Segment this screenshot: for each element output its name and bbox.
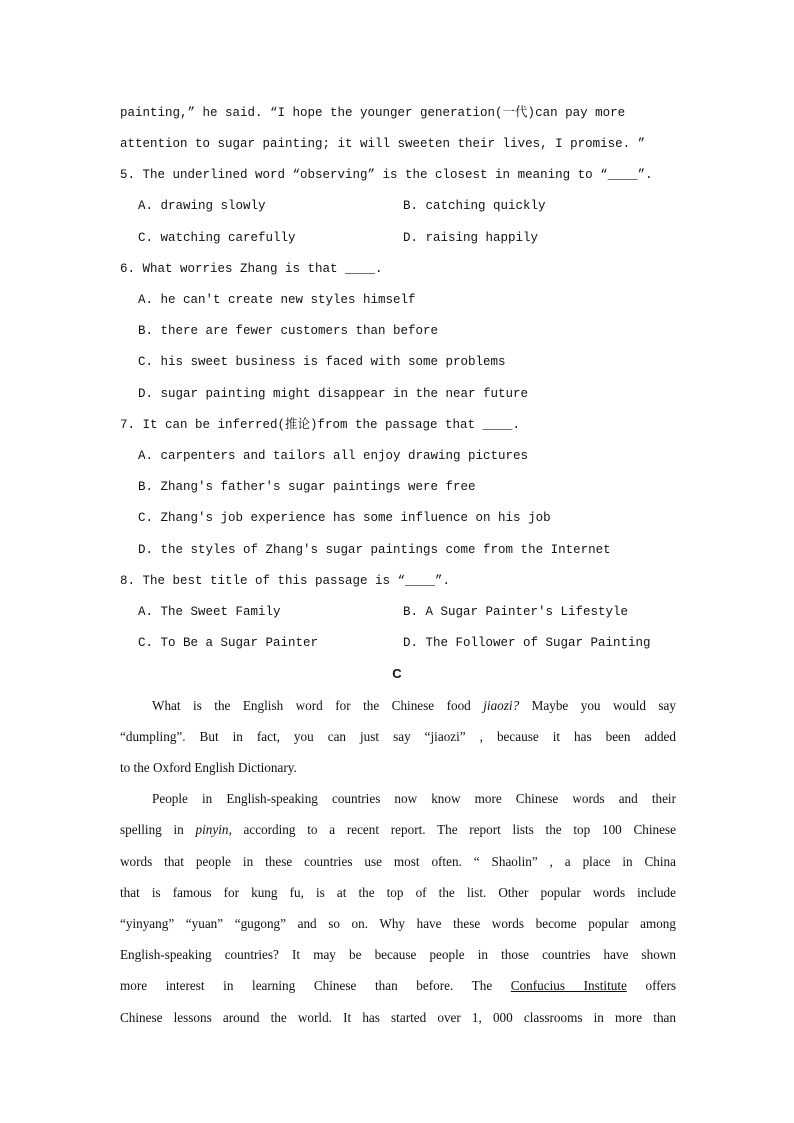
question-8-stem: 8. The best title of this passage is “____”.: [120, 574, 451, 588]
passage-b-line-1: painting,” he said. “I hope the younger generation(一代)can pay more: [120, 106, 626, 120]
passage-b-line-2: attention to sugar painting; it will sweeten their lives, I promise. ”: [120, 137, 646, 151]
question-7-option-d: D. the styles of Zhang's sugar paintings come from the Internet: [138, 543, 611, 557]
passage-c-p1-line-1: What is the English word for the Chinese food jiaozi? Maybe you would say: [152, 698, 677, 713]
question-5-stem: 5. The underlined word “observing” is the closest in meaning to “____”.: [120, 168, 653, 182]
question-8-option-d: D. The Follower of Sugar Painting: [403, 636, 651, 650]
question-6-stem: 6. What worries Zhang is that ____.: [120, 262, 383, 276]
question-8-option-a: A. The Sweet Family: [138, 605, 281, 619]
question-5-option-b: B. catching quickly: [403, 199, 546, 213]
passage-c-p2-line-5: “yinyang” “yuan” “gugong” and so on. Why have these words become popular among: [120, 916, 676, 931]
question-6-option-a: A. he can't create new styles himself: [138, 293, 416, 307]
question-6-option-c: C. his sweet business is faced with some problems: [138, 355, 506, 369]
confucius-institute-underlined: Confucius Institute: [510, 978, 627, 993]
passage-c-p2-line-6: English-speaking countries? It may be because people in those countries have shown: [120, 947, 676, 962]
passage-c-p2-line-7: more interest in learning Chinese than before. The Confucius Institute offers: [120, 978, 676, 993]
question-5-option-d: D. raising happily: [403, 231, 539, 245]
question-8-option-c: C. To Be a Sugar Painter: [138, 636, 319, 650]
passage-c-p2-line-2: spelling in pinyin, according to a recent report. The report lists the top 100 Chinese: [120, 822, 676, 837]
question-6-option-d: D. sugar painting might disappear in the near future: [138, 387, 529, 401]
question-7-option-c: C. Zhang's job experience has some influence on his job: [138, 511, 551, 525]
passage-c-p2-line-4: that is famous for kung fu, is at the top of the list. Other popular words include: [120, 885, 676, 900]
passage-c-p2-line-3: words that people in these countries use most often. “ Shaolin” , a place in China: [120, 854, 676, 869]
question-5-option-c: C. watching carefully: [138, 231, 296, 245]
passage-c-p1-line-2: “dumpling”. But in fact, you can just say “jiaozi” , because it has been added: [120, 729, 676, 744]
question-7-stem: 7. It can be inferred(推论)from the passage that ____.: [120, 418, 521, 432]
question-8-option-b: B. A Sugar Painter's Lifestyle: [403, 605, 629, 619]
question-6-option-b: B. there are fewer customers than before: [138, 324, 439, 338]
passage-c-p2-line-8: Chinese lessons around the world. It has started over 1, 000 classrooms in more than: [120, 1010, 676, 1025]
passage-c-p2-line-1: People in English-speaking countries now know more Chinese words and their: [152, 791, 676, 806]
question-5-option-a: A. drawing slowly: [138, 199, 266, 213]
question-7-option-b: B. Zhang's father's sugar paintings were free: [138, 480, 476, 494]
question-7-option-a: A. carpenters and tailors all enjoy drawing pictures: [138, 449, 529, 463]
passage-c-p1-line-3: to the Oxford English Dictionary.: [120, 760, 297, 775]
section-heading: C: [392, 666, 402, 681]
